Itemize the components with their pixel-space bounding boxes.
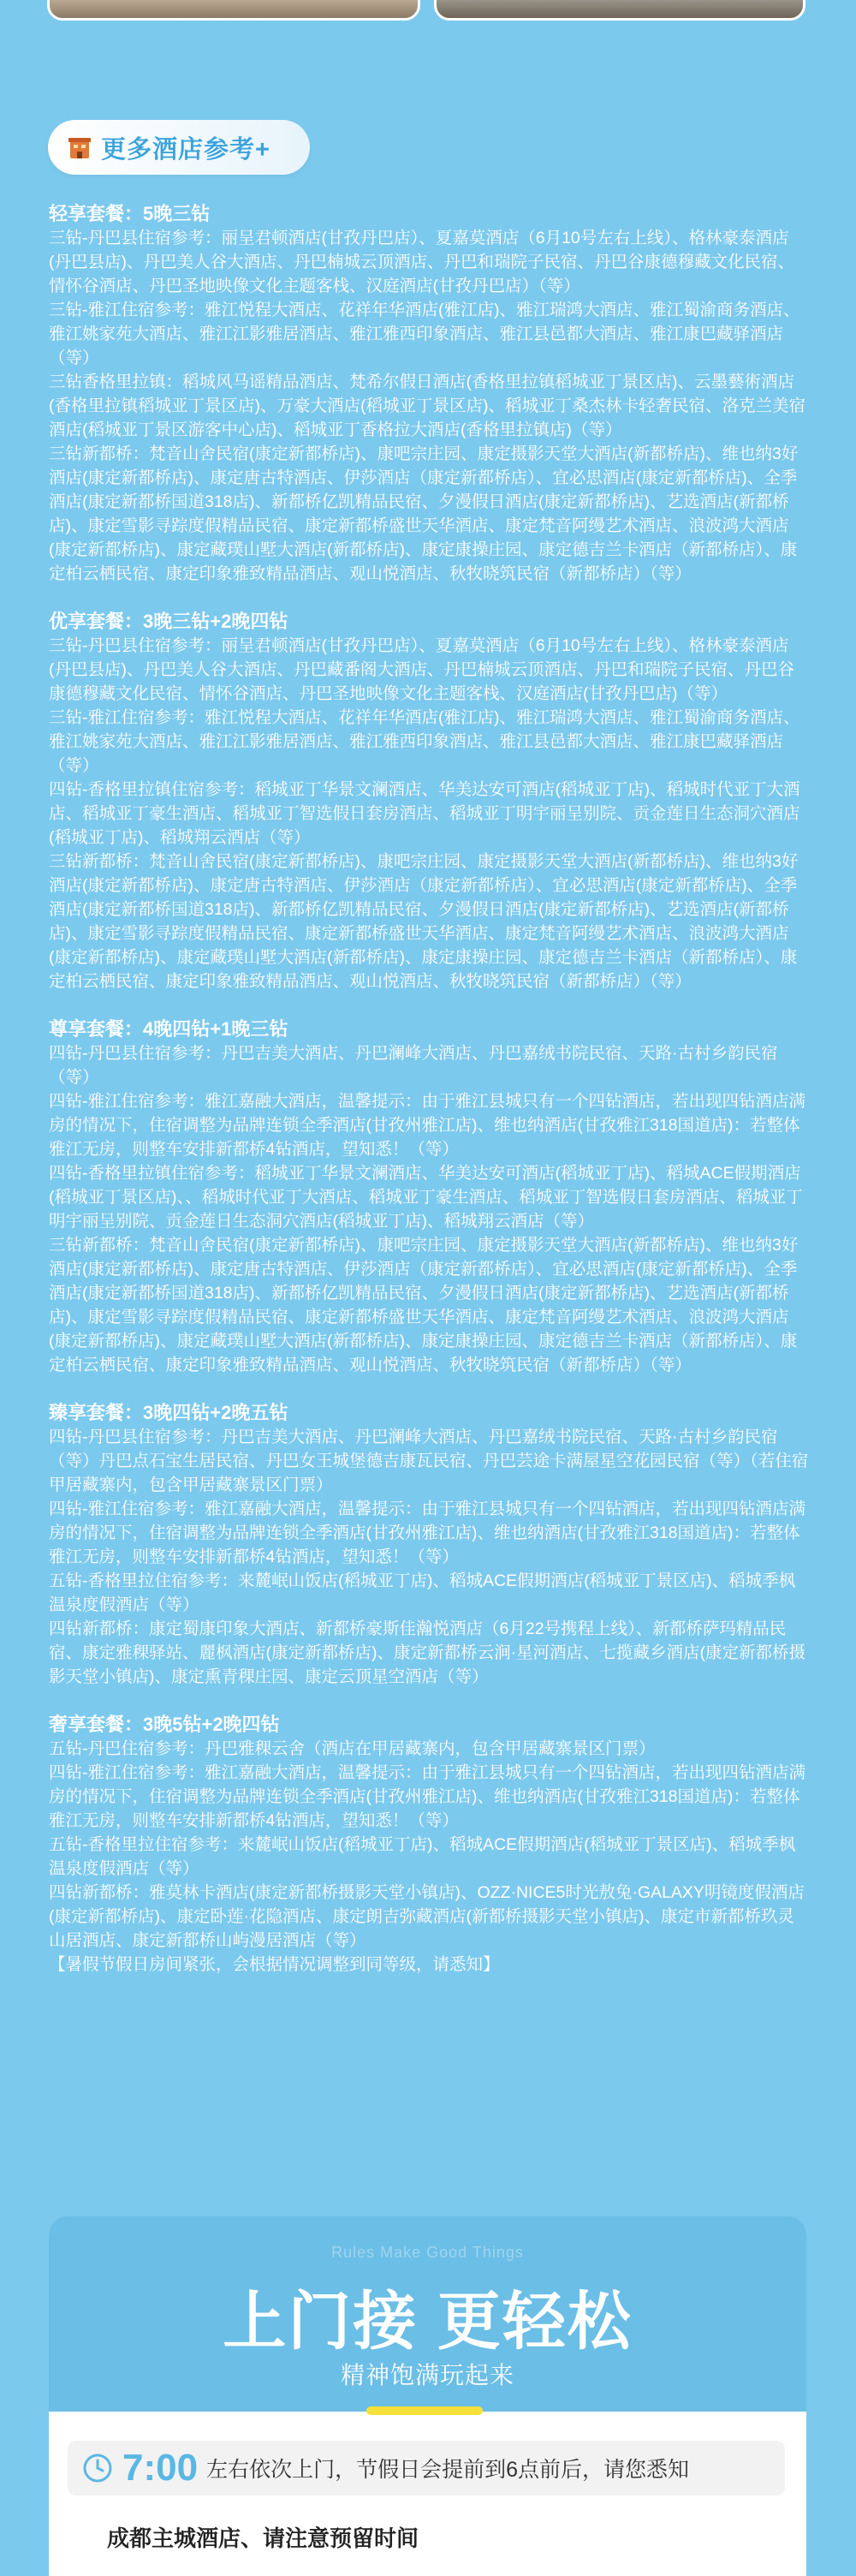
hotel-photo-left <box>47 0 420 21</box>
pickup-time-text: 左右依次上门，节假日会提前到6点前后，请您悉知 <box>206 2458 689 2482</box>
pickup-time-box <box>68 2441 785 2496</box>
package-title: 尊享套餐：4晚四钻+1晚三钻 <box>49 1018 288 1040</box>
package-paragraph: 四钻-雅江住宿参考：雅江嘉融大酒店，温馨提示：由于雅江县城只有一个四钻酒店，若出现四钻酒店满房的情况下，住宿调整为品牌连锁全季酒店(甘孜州雅江店)、维也纳酒店(甘孜雅江318国道店)：若整体雅江无房，则整车安排新都桥4钻酒店，望知悉！（等） <box>49 1500 805 1566</box>
more-hotels-button[interactable] <box>48 120 310 175</box>
pickup-card <box>49 2216 806 2576</box>
package-block <box>49 610 811 993</box>
card-body <box>49 2412 806 2576</box>
package-paragraph: 三钻新都桥：梵音山舍民宿(康定新都桥店)、康吧宗庄园、康定摄影天堂大酒店(新都桥店)、维也纳3好酒店(康定新都桥店)、康定唐古特酒店、伊莎酒店（康定新都桥店）、宜必思酒店(康定新都桥店)、全季酒店(康定新都桥国道318店)、新都桥亿凯精品民宿、夕漫假日酒店(康定新都桥店)、艺选酒店(新都桥店)、康定雪影寻踪度假精品民宿、康定新都桥盛世天华酒店、康定梵音阿缦艺术酒店、浪波鸿大酒店(康定新都桥店)、康定藏璞山墅大酒店(新都桥店)、康定康操庄园、康定德吉兰卡酒店（新都桥店）、康定柏云栖民宿、康定印象雅致精品酒店、观山悦酒店、秋牧晓筑民宿（新都桥店）（等） <box>49 444 799 583</box>
more-hotels-label: 更多酒店参考+ <box>101 135 270 164</box>
package-paragraph: 四钻-丹巴县住宿参考：丹巴吉美大酒店、丹巴澜峰大酒店、丹巴嘉绒书院民宿、天路·古村乡韵民宿（等）丹巴点石宝生居民宿、丹巴女王城堡德吉康瓦民宿、丹巴芸途卡满屋星空花园民宿（等）（若住宿甲居藏寨内，包含甲居藏寨景区门票） <box>49 1428 809 1494</box>
next-line-text: 成都主城酒店、请注意预留时间 <box>107 2525 419 2551</box>
package-paragraph: 四钻新都桥：康定蜀康印象大酒店、新都桥豪斯佳瀚悦酒店（6月22号携程上线）、新都桥萨玛精品民宿、康定雅稞驿站、麗枫酒店(康定新都桥店)、康定新都桥云涧·星河酒店、七揽藏乡酒店(康定新都桥摄影天堂小镇店)、康定熏青稞庄园、康定云顶星空酒店（等） <box>49 1619 805 1686</box>
package-paragraph: 四钻-雅江住宿参考：雅江嘉融大酒店，温馨提示：由于雅江县城只有一个四钻酒店，若出现四钻酒店满房的情况下，住宿调整为品牌连锁全季酒店(甘孜州雅江店)、维也纳酒店(甘孜雅江318国道店)：若整体雅江无房，则整车安排新都桥4钻酒店，望知悉！（等） <box>49 1763 805 1830</box>
package-paragraph: 四钻-香格里拉镇住宿参考：稻城亚丁华景文澜酒店、华美达安可酒店(稻城亚丁店)、稻城ACE假期酒店(稻城亚丁景区店)、、稻城时代亚丁大酒店、稻城亚丁豪生酒店、稻城亚丁智选假日套房酒店、稻城亚丁明宇丽呈别院、贡金莲日生态洞穴酒店(稻城亚丁店)、稻城翔云酒店（等） <box>49 1164 803 1231</box>
package-paragraph: 五钻-香格里拉住宿参考：来麓岷山饭店(稻城亚丁店)、稻城ACE假期酒店(稻城亚丁景区店)、稻城季枫温泉度假酒店（等） <box>49 1571 796 1614</box>
card-english-slogan: Rules Make Good Things <box>331 2244 524 2261</box>
package-paragraph: 三钻新都桥：梵音山舍民宿(康定新都桥店)、康吧宗庄园、康定摄影天堂大酒店(新都桥店)、维也纳3好酒店(康定新都桥店)、康定唐古特酒店、伊莎酒店（康定新都桥店）、宜必思酒店(康定新都桥店)、全季酒店(康定新都桥国道318店)、新都桥亿凯精品民宿、夕漫假日酒店(康定新都桥店)、艺选酒店(新都桥店)、康定雪影寻踪度假精品民宿、康定新都桥盛世天华酒店、康定梵音阿缦艺术酒店、浪波鸿大酒店(康定新都桥店)、康定藏璞山墅大酒店(新都桥店)、康定康操庄园、康定德吉兰卡酒店（新都桥店）、康定柏云栖民宿、康定印象雅致精品酒店、观山悦酒店、秋牧晓筑民宿（新都桥店）（等） <box>49 1236 799 1374</box>
package-paragraph: 四钻新都桥：雅莫林卡酒店(康定新都桥摄影天堂小镇店)、OZZ·NICE5时光敖兔·GALAXY明镜度假酒店(康定新都桥店)、康定卧莲·花隐酒店、康定朗吉弥藏酒店(新都桥摄影天堂小镇店)、康定市新都桥玖灵山居酒店、康定新都桥山屿漫居酒店（等） <box>49 1883 805 1950</box>
package-paragraph: 三钻香格里拉镇：稻城风马谣精品酒店、梵希尔假日酒店(香格里拉镇稻城亚丁景区店)、云墨藝術酒店(香格里拉镇稻城亚丁景区店)、万豪大酒店(稻城亚丁景区店)、稻城亚丁桑杰林卡轻奢民宿、洛克兰美宿酒店(稻城亚丁景区游客中心店)、稻城亚丁香格拉大酒店(香格里拉镇店)（等） <box>49 373 805 439</box>
hotel-icon <box>67 134 92 160</box>
package-paragraph: 四钻-雅江住宿参考：雅江嘉融大酒店，温馨提示：由于雅江县城只有一个四钻酒店，若出现四钻酒店满房的情况下，住宿调整为品牌连锁全季酒店(甘孜州雅江店)、维也纳酒店(甘孜雅江318国道店)：若整体雅江无房，则整车安排新都桥4钻酒店，望知悉！（等） <box>49 1092 805 1159</box>
card-subtitle: 精神饱满玩起来 <box>340 2362 514 2388</box>
package-paragraph: 三钻-雅江住宿参考：雅江悦程大酒店、花祥年华酒店(雅江店)、雅江瑞鸿大酒店、雅江蜀渝商务酒店、雅江姚家苑大酒店、雅江江影雅居酒店、雅江雅西印象酒店、雅江县邑都大酒店、雅江康巴藏驿酒店（等） <box>49 301 800 367</box>
package-title: 优享套餐：3晚三钻+2晚四钻 <box>49 611 288 632</box>
package-paragraph: 三钻-丹巴县住宿参考：丽呈君顿酒店(甘孜丹巴店）、夏嘉莫酒店（6月10号左右上线）、格林豪泰酒店(丹巴县店)、丹巴美人谷大酒店、丹巴藏番阁大酒店、丹巴楠城云顶酒店、丹巴和瑞院子民宿、丹巴谷康德穆藏文化民宿、情怀谷酒店、丹巴圣地映像文化主题客栈、汉庭酒店(甘孜丹巴店)（等） <box>49 636 794 703</box>
package-paragraph: 五钻-丹巴住宿参考：丹巴雅稞云舍（酒店在甲居藏寨内，包含甲居藏寨景区门票） <box>49 1739 656 1758</box>
package-paragraph: 三钻-丹巴县住宿参考：丽呈君顿酒店(甘孜丹巴店）、夏嘉莫酒店（6月10号左右上线）、格林豪泰酒店(丹巴县店)、丹巴美人谷大酒店、丹巴楠城云顶酒店、丹巴和瑞院子民宿、丹巴谷康德穆藏文化民宿、情怀谷酒店、丹巴圣地映像文化主题客栈、汉庭酒店(甘孜丹巴店）（等） <box>49 229 794 295</box>
top-photo-strip <box>0 0 856 17</box>
clock-icon <box>81 2452 114 2484</box>
package-paragraph: 四钻-香格里拉镇住宿参考：稻城亚丁华景文澜酒店、华美达安可酒店(稻城亚丁店)、稻城时代亚丁大酒店、稻城亚丁豪生酒店、稻城亚丁智选假日套房酒店、稻城亚丁明宇丽呈别院、贡金莲日生态洞穴酒店(稻城亚丁店)、稻城翔云酒店（等） <box>49 780 800 847</box>
pickup-time: 7:00 <box>122 2447 199 2489</box>
yellow-accent-bar <box>366 2406 483 2415</box>
package-title: 臻享套餐：3晚四钻+2晚五钻 <box>49 1402 288 1423</box>
package-paragraph: 三钻新都桥：梵音山舍民宿(康定新都桥店)、康吧宗庄园、康定摄影天堂大酒店(新都桥店)、维也纳3好酒店(康定新都桥店)、康定唐古特酒店、伊莎酒店（康定新都桥店）、宜必思酒店(康定新都桥店)、全季酒店(康定新都桥国道318店)、新都桥亿凯精品民宿、夕漫假日酒店(康定新都桥店)、艺选酒店(新都桥店)、康定雪影寻踪度假精品民宿、康定新都桥盛世天华酒店、康定梵音阿缦艺术酒店、浪波鸿大酒店(康定新都桥店)、康定藏璞山墅大酒店(新都桥店)、康定康操庄园、康定德吉兰卡酒店（新都桥店）、康定柏云栖民宿、康定印象雅致精品酒店、观山悦酒店、秋牧晓筑民宿（新都桥店）（等） <box>49 852 799 991</box>
package-title: 轻享套餐：5晚三钻 <box>49 203 211 224</box>
package-block <box>49 202 811 586</box>
package-block <box>49 1401 811 1689</box>
package-paragraph: 三钻-雅江住宿参考：雅江悦程大酒店、花祥年华酒店(雅江店)、雅江瑞鸿大酒店、雅江蜀渝商务酒店、雅江姚家苑大酒店、雅江江影雅居酒店、雅江雅西印象酒店、雅江县邑都大酒店、雅江康巴藏驿酒店（等） <box>49 708 800 775</box>
package-block <box>49 1017 811 1377</box>
hotel-photo-right <box>434 0 805 21</box>
package-paragraph: 四钻-丹巴县住宿参考：丹巴吉美大酒店、丹巴澜峰大酒店、丹巴嘉绒书院民宿、天路·古村乡韵民宿（等） <box>49 1044 778 1087</box>
holiday-notice: 【暑假节假日房间紧张，会根据情况调整到同等级，请悉知】 <box>49 1955 500 1974</box>
hotel-packages <box>49 202 811 1977</box>
package-title: 奢享套餐：3晚5钻+2晚四钻 <box>49 1714 280 1735</box>
package-block <box>49 1713 811 1977</box>
card-title: 上门接 更轻松 <box>223 2286 633 2357</box>
package-paragraph: 五钻-香格里拉住宿参考：来麓岷山饭店(稻城亚丁店)、稻城ACE假期酒店(稻城亚丁景区店)、稻城季枫温泉度假酒店（等） <box>49 1835 796 1878</box>
